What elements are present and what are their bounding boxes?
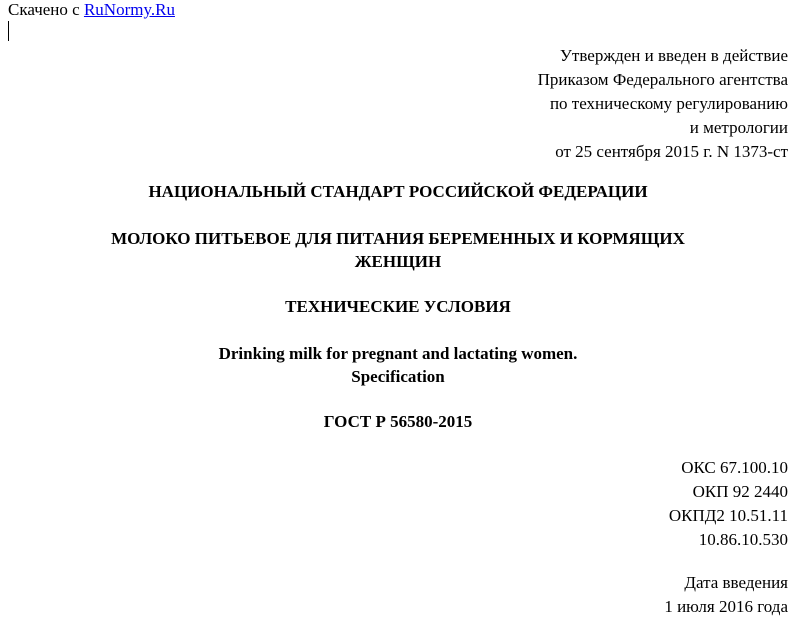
english-title-line: Drinking milk for pregnant and lactating women. [218,344,578,363]
source-link[interactable]: RuNormy.Ru [83,0,175,19]
introduction-date-block [664,571,788,619]
approval-line: и метрологии [689,118,788,137]
approval-line: Приказом Федерального агентства [537,70,788,89]
code-line: ОКПД2 10.51.11 [668,506,788,525]
approval-line: от 25 сентября 2015 г. N 1373-ст [555,142,788,161]
approval-block [538,44,788,164]
standard-name-line: ЖЕНЩИН [354,252,442,271]
code-line: 10.86.10.530 [698,530,788,549]
designation-heading [0,410,790,433]
code-line: ОКС 67.100.10 [681,458,788,477]
subtitle: ТЕХНИЧЕСКИЕ УСЛОВИЯ [285,297,511,316]
standard-name-heading [0,227,790,273]
standard-type-heading [0,180,790,203]
approval-line: Утвержден и введен в действие [559,46,788,65]
classification-codes [669,456,788,552]
introduction-label: Дата введения [684,573,788,592]
downloaded-prefix: Скачено с [8,0,80,19]
introduction-date: 1 июля 2016 года [664,597,788,616]
standard-designation: ГОСТ Р 56580-2015 [323,412,473,431]
code-line: ОКП 92 2440 [692,482,788,501]
standard-type: НАЦИОНАЛЬНЫЙ СТАНДАРТ РОССИЙСКОЙ ФЕДЕРАЦИИ [148,182,648,201]
english-title-heading [0,342,790,388]
standard-name-line: МОЛОКО ПИТЬЕВОЕ ДЛЯ ПИТАНИЯ БЕРЕМЕННЫХ И КОРМЯЩИХ [111,229,685,248]
download-source-line [8,0,175,20]
approval-line: по техническому регулированию [549,94,788,113]
text-cursor [8,21,9,41]
english-title-line: Specification [351,367,445,386]
subtitle-heading [0,295,790,318]
